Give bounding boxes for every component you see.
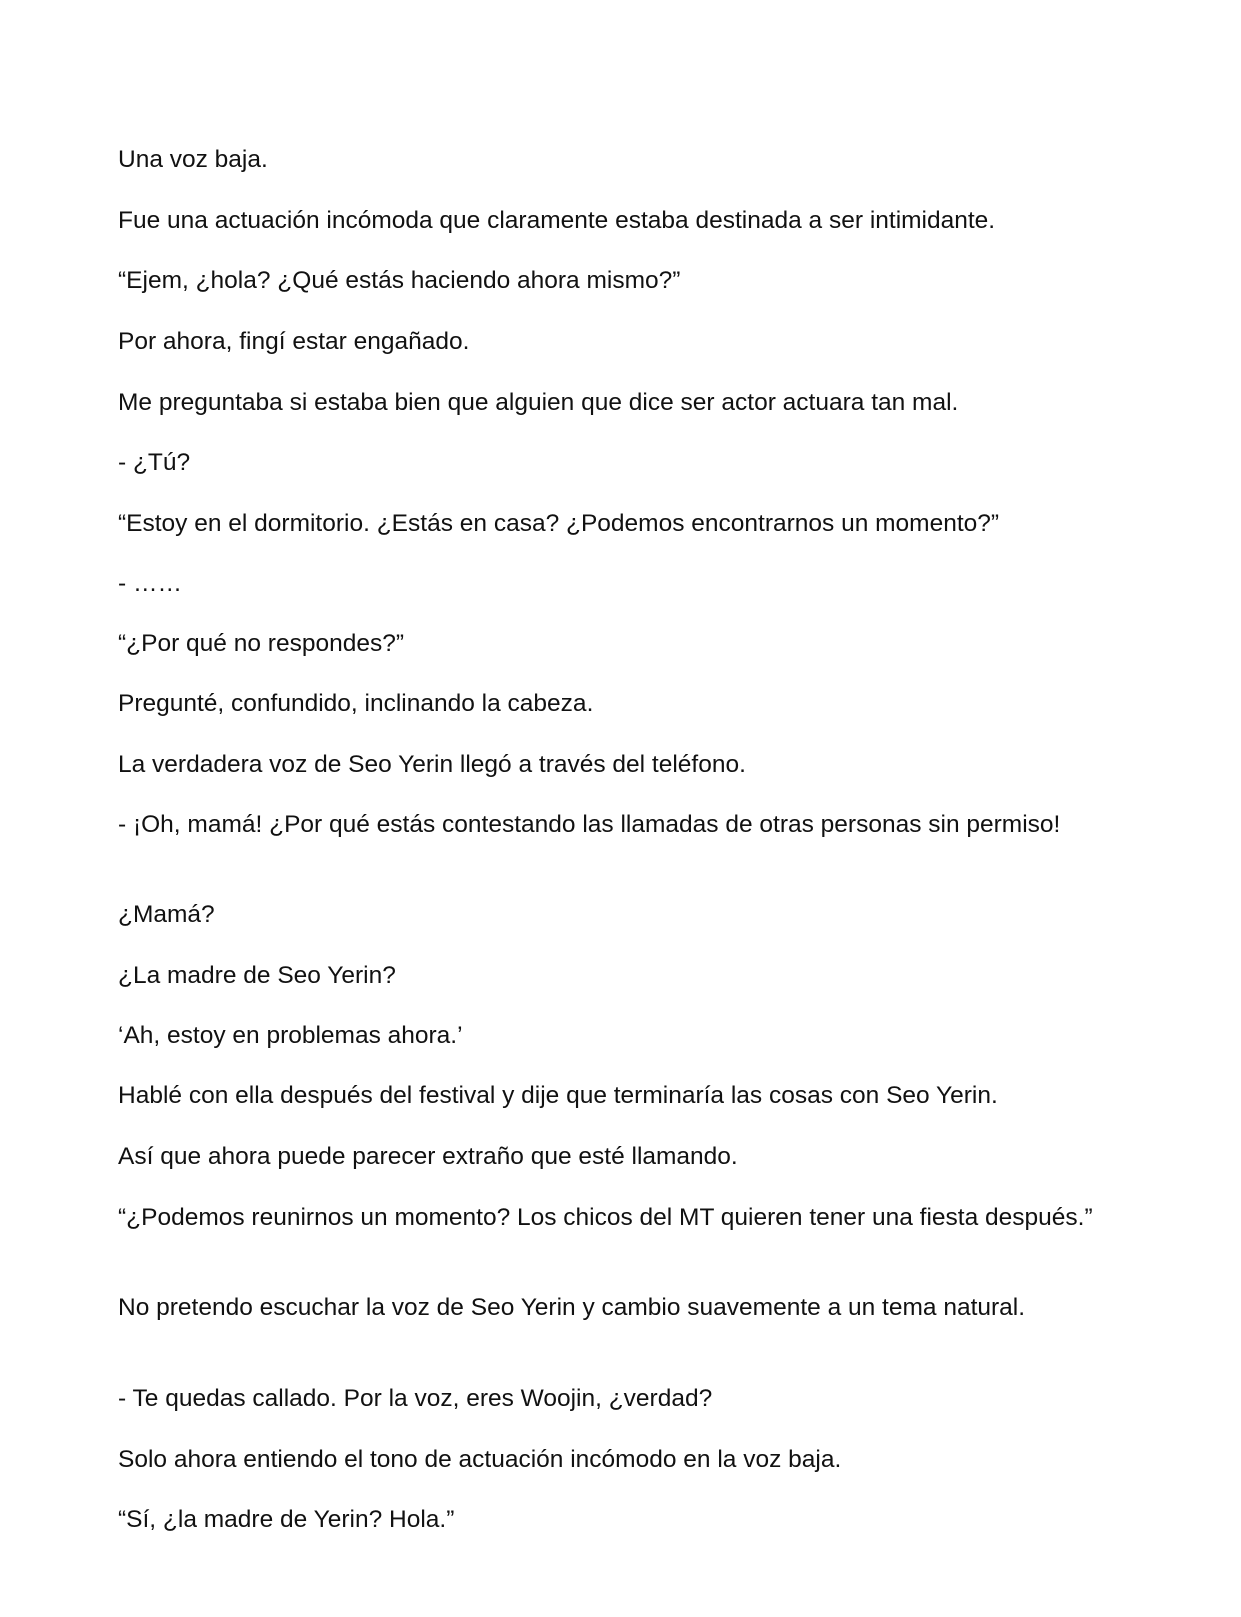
- paragraph: La verdadera voz de Seo Yerin llegó a través del teléfono.: [118, 751, 746, 778]
- paragraph: No pretendo escuchar la voz de Seo Yerin y cambio suavemente a un tema natural.: [118, 1294, 1026, 1321]
- paragraph: Una voz baja.: [118, 146, 268, 173]
- paragraph: “¿Por qué no respondes?”: [118, 630, 404, 657]
- paragraph: - Te quedas callado. Por la voz, eres Woojin, ¿verdad?: [118, 1385, 713, 1412]
- paragraph: “¿Podemos reunirnos un momento? Los chicos del MT quieren tener una fiesta después.”: [118, 1204, 1093, 1231]
- paragraph: Fue una actuación incómoda que claramente estaba destinada a ser intimidante.: [118, 207, 996, 234]
- paragraph: Pregunté, confundido, inclinando la cabeza.: [118, 690, 594, 717]
- paragraph: - ¿Tú?: [118, 449, 191, 476]
- paragraph: “Sí, ¿la madre de Yerin? Hola.”: [118, 1506, 455, 1533]
- paragraph: - ¡Oh, mamá! ¿Por qué estás contestando las llamadas de otras personas sin permiso!: [118, 811, 1061, 838]
- paragraph: “Estoy en el dormitorio. ¿Estás en casa? ¿Podemos encontrarnos un momento?”: [118, 510, 1000, 537]
- paragraph: - ……: [118, 570, 182, 597]
- paragraph: ¿La madre de Seo Yerin?: [118, 962, 396, 989]
- paragraph: ¿Mamá?: [118, 901, 215, 928]
- paragraph: Solo ahora entiendo el tono de actuación incómodo en la voz baja.: [118, 1446, 842, 1473]
- paragraph: Hablé con ella después del festival y dije que terminaría las cosas con Seo Yerin.: [118, 1082, 998, 1109]
- paragraph: Me preguntaba si estaba bien que alguien que dice ser actor actuara tan mal.: [118, 389, 959, 416]
- paragraph: Así que ahora puede parecer extraño que esté llamando.: [118, 1143, 738, 1170]
- paragraph: Por ahora, fingí estar engañado.: [118, 328, 470, 355]
- paragraph: “Ejem, ¿hola? ¿Qué estás haciendo ahora mismo?”: [118, 267, 681, 294]
- paragraph: ‘Ah, estoy en problemas ahora.’: [118, 1022, 463, 1049]
